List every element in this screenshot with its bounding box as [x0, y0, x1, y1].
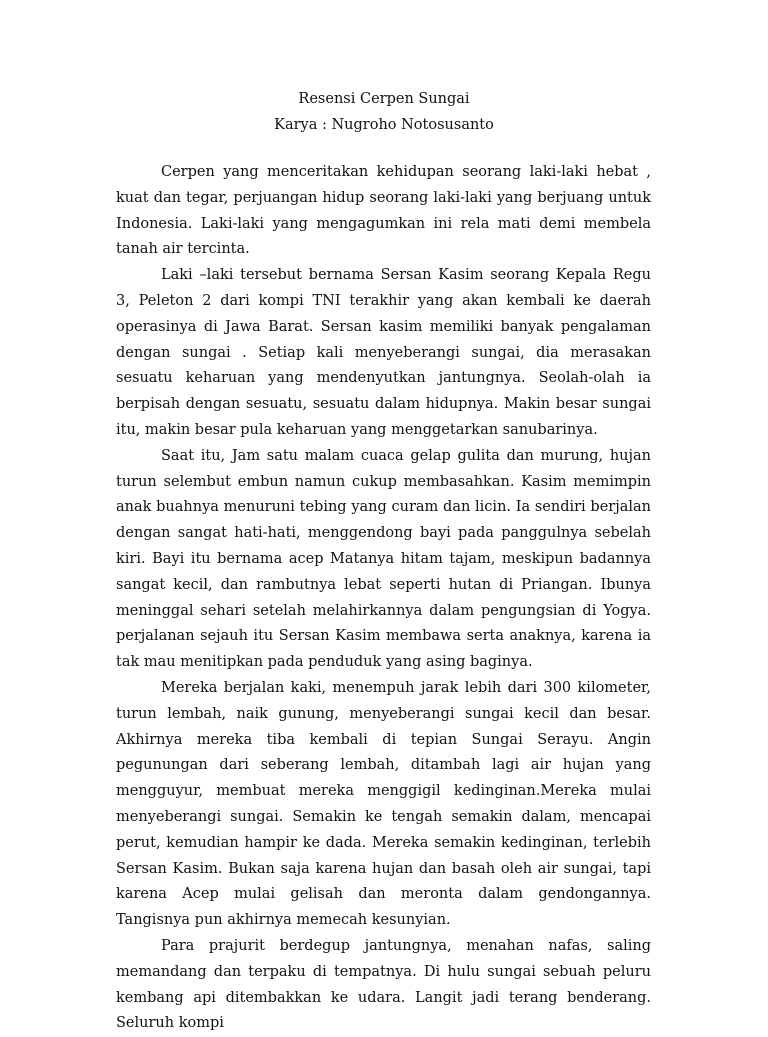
paragraph-2: Laki –laki tersebut bernama Sersan Kasim seorang Kepala Regu 3, Peleton 2 dari kompi TNI terakhir yang akan kembali ke daerah operasinya di Jawa Barat. Sersan kasim memiliki banyak pengalaman dengan sungai . Setiap kali menyeberangi sungai, dia merasakan sesuatu keharuan yang mendenyutkan jantungnya. Seolah-olah ia berpisah dengan sesuatu, sesuatu dalam hidupnya. Makin besar sungai itu, makin besar pula keharuan yang menggetarkan sanubarinya. — [116, 267, 651, 438]
author-line: Karya : Nugroho Notosusanto — [274, 117, 494, 133]
paragraph-3: Saat itu, Jam satu malam cuaca gelap gulita dan murung, hujan turun selembut embun namun cukup membasahkan. Kasim memimpin anak buahnya menuruni tebing yang curam dan licin. Ia sendiri berjalan dengan sangat hati-hati, menggendong bayi pada panggulnya sebelah kiri. Bayi itu bernama acep Matanya hitam tajam, meskipun badannya sangat kecil, dan rambutnya lebat seperti hutan di Priangan. Ibunya meninggal sehari setelah melahirkannya dalam pengungsian di Yogya. perjalanan sejauh itu Sersan Kasim membawa serta anaknya, karena ia tak mau menitipkan pada penduduk yang asing baginya. — [116, 447, 651, 671]
paragraph-4: Mereka berjalan kaki, menempuh jarak lebih dari 300 kilometer, turun lembah, naik gunung, menyeberangi sungai kecil dan besar. Akhirnya mereka tiba kembali di tepian Sungai Serayu. Angin pegunungan dari seberang lembah, ditambah lagi air hujan yang mengguyur, membuat mereka menggigil kedinginan.Mereka mulai menyeberangi sungai. Semakin ke tengah semakin dalam, mencapai perut, kemudian hampir ke dada. Mereka semakin kedinginan, terlebih Sersan Kasim. Bukan saja karena hujan dan basah oleh air sungai, tapi karena Acep mulai gelisah dan meronta dalam gendongannya. Tangisnya pun akhirnya memecah kesunyian. — [116, 679, 651, 929]
title-block — [0, 86, 768, 138]
paragraph-1: Cerpen yang menceritakan kehidupan seorang laki-laki hebat , kuat dan tegar, perjuangan hidup seorang laki-laki yang berjuang untuk Indonesia. Laki-laki yang mengagumkan ini rela mati demi membela tanah air tercinta. — [116, 164, 651, 258]
body-text — [116, 160, 651, 1037]
paragraph-5: Para prajurit berdegup jantungnya, menahan nafas, saling memandang dan terpaku di tempatnya. Di hulu sungai sebuah peluru kembang api ditembakkan ke udara. Langit jadi terang benderang. Seluruh kompi — [116, 937, 651, 1032]
document-title: Resensi Cerpen Sungai — [298, 91, 470, 107]
